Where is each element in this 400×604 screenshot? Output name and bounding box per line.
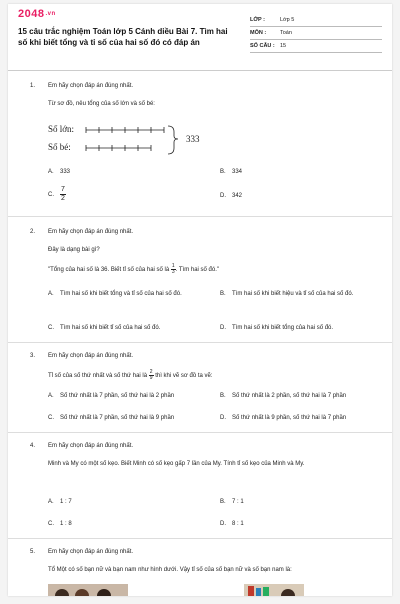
diagram-total: 333 — [186, 134, 200, 144]
option-text: 333 — [60, 169, 71, 175]
option-label: C. — [48, 415, 54, 421]
meta-key: LỚP : — [250, 17, 265, 23]
logo-text: 2048 — [18, 8, 45, 20]
option-a[interactable] — [48, 392, 174, 400]
option-label: C. — [48, 325, 54, 331]
text-part: Tỉ số của số thứ nhất và số thứ hai là — [48, 373, 149, 380]
option-c[interactable] — [48, 414, 174, 422]
question-prompt: Em hãy chọn đáp án đúng nhất. — [48, 229, 134, 235]
question-number: 3. — [30, 353, 36, 359]
option-text: 342 — [232, 193, 243, 199]
option-a[interactable] — [48, 498, 72, 506]
option-text: Số thứ nhất là 7 phần, số thứ hai là 9 phần — [60, 415, 175, 421]
option-c[interactable] — [48, 324, 160, 332]
question-number: 5. — [30, 549, 36, 555]
option-text: Tìm hai số khi biết tỉ số của hai số đó. — [60, 325, 161, 331]
question-text: Minh và My có một số kẹo. Biết Minh có số kẹo gấp 7 lần của My. Tính tỉ số kẹo của Minh và My. — [48, 461, 305, 467]
option-label: B. — [220, 169, 226, 175]
option-text: Số thứ nhất là 9 phần, số thứ hai là 7 phần — [232, 415, 347, 421]
fraction — [60, 186, 66, 203]
question-quote — [48, 264, 378, 275]
option-d[interactable] — [220, 414, 346, 422]
logo-tld: .vn — [45, 11, 56, 18]
classroom-image-left — [48, 584, 128, 596]
option-text: 1 : 8 — [60, 521, 72, 527]
fraction-numerator: 7 — [61, 186, 65, 193]
meta-key: SỐ CÂU : — [250, 43, 275, 49]
option-a[interactable] — [48, 290, 213, 298]
fraction-numerator: 2 — [149, 369, 153, 375]
option-d[interactable] — [220, 324, 333, 332]
option-b[interactable] — [220, 392, 346, 400]
option-label: D. — [220, 193, 226, 199]
option-text: Số thứ nhất là 7 phần, số thứ hai là 2 phần — [60, 393, 175, 399]
option-label: C. — [48, 192, 54, 199]
option-text: Tìm hai số khi biết hiệu và tỉ số của hai số đó. — [232, 291, 354, 297]
classroom-image-right — [244, 584, 304, 596]
diagram-label-big: Số lớn: — [48, 124, 75, 134]
meta-value: 15 — [280, 43, 287, 49]
option-label: A. — [48, 291, 54, 297]
meta-key: MÔN : — [250, 30, 267, 36]
question-text: Từ sơ đồ, nêu tổng của số lớn và số bé: — [48, 101, 155, 107]
option-text: 1 : 7 — [60, 499, 72, 505]
meta-value: Toán — [280, 30, 292, 36]
fraction-denominator: 9 — [149, 375, 153, 381]
meta-row-count — [250, 40, 382, 53]
option-text: 8 : 1 — [232, 521, 244, 527]
option-text: Tìm hai số khi biết tổng của hai số đó. — [232, 325, 334, 331]
children-illustration — [48, 584, 128, 596]
option-label: C. — [48, 521, 54, 527]
header-divider — [8, 70, 392, 71]
meta-row-subject — [250, 27, 382, 40]
option-text: 7 : 1 — [232, 499, 244, 505]
question-prompt: Em hãy chọn đáp án đúng nhất. — [48, 353, 134, 359]
segment-diagram — [48, 124, 248, 160]
option-d[interactable] — [220, 520, 244, 528]
option-label: A. — [48, 393, 54, 399]
option-label: D. — [220, 415, 226, 421]
page-title: 15 câu trắc nghiệm Toán lớp 5 Cánh diều Bài 7. Tìm hai số khi biết tổng và tỉ số của hai số đó có đáp án — [18, 27, 228, 47]
question-number: 4. — [30, 443, 36, 449]
question-text: Đây là dạng bài gì? — [48, 247, 100, 253]
fraction-denominator: 2 — [61, 195, 65, 202]
quote-text: . Tìm hai số đó." — [175, 267, 220, 274]
option-label: B. — [220, 393, 226, 399]
question-divider — [8, 342, 392, 343]
question-divider — [8, 216, 392, 217]
worksheet-header — [8, 4, 392, 68]
option-b[interactable] — [220, 168, 242, 176]
question-number: 1. — [30, 83, 36, 89]
option-label: D. — [220, 521, 226, 527]
option-a[interactable] — [48, 168, 70, 176]
option-text: Số thứ nhất là 2 phần, số thứ hai là 7 phần — [232, 393, 347, 399]
fraction-denominator: 3 — [171, 269, 175, 275]
option-label: B. — [220, 499, 226, 505]
option-text: Tìm hai số khi biết tổng và tỉ số của hai số đó. — [60, 291, 182, 297]
meta-value: Lớp 5 — [280, 17, 295, 23]
question-prompt: Em hãy chọn đáp án đúng nhất. — [48, 83, 134, 89]
question-prompt: Em hãy chọn đáp án đúng nhất. — [48, 549, 134, 555]
option-label: A. — [48, 169, 54, 175]
worksheet-page — [8, 4, 392, 596]
option-label: B. — [220, 291, 226, 297]
diagram-label-small: Số bé: — [48, 142, 71, 152]
bookshelf-illustration — [244, 584, 304, 596]
fraction-numerator: 1 — [171, 263, 175, 269]
meta-row-class — [250, 14, 382, 27]
question-text — [48, 370, 378, 381]
quote-text: "Tổng của hai số là 36. Biết tỉ số của hai số là — [48, 267, 171, 274]
option-text: 334 — [232, 169, 243, 175]
option-b[interactable] — [220, 498, 244, 506]
option-d[interactable] — [220, 192, 242, 200]
meta-table — [250, 14, 382, 53]
question-divider — [8, 432, 392, 433]
option-label: D. — [220, 325, 226, 331]
text-part: thì khi vẽ sơ đồ ta vẽ: — [153, 373, 213, 380]
option-c[interactable] — [48, 186, 66, 203]
option-b[interactable] — [220, 290, 382, 298]
question-prompt: Em hãy chọn đáp án đúng nhất. — [48, 443, 134, 449]
option-label: A. — [48, 499, 54, 505]
option-c[interactable] — [48, 520, 72, 528]
question-number: 2. — [30, 229, 36, 235]
question-text: Tổ Một có số bạn nữ và bạn nam như hình dưới. Vậy tỉ số của số bạn nữ và số bạn nam là: — [48, 567, 292, 573]
question-divider — [8, 538, 392, 539]
